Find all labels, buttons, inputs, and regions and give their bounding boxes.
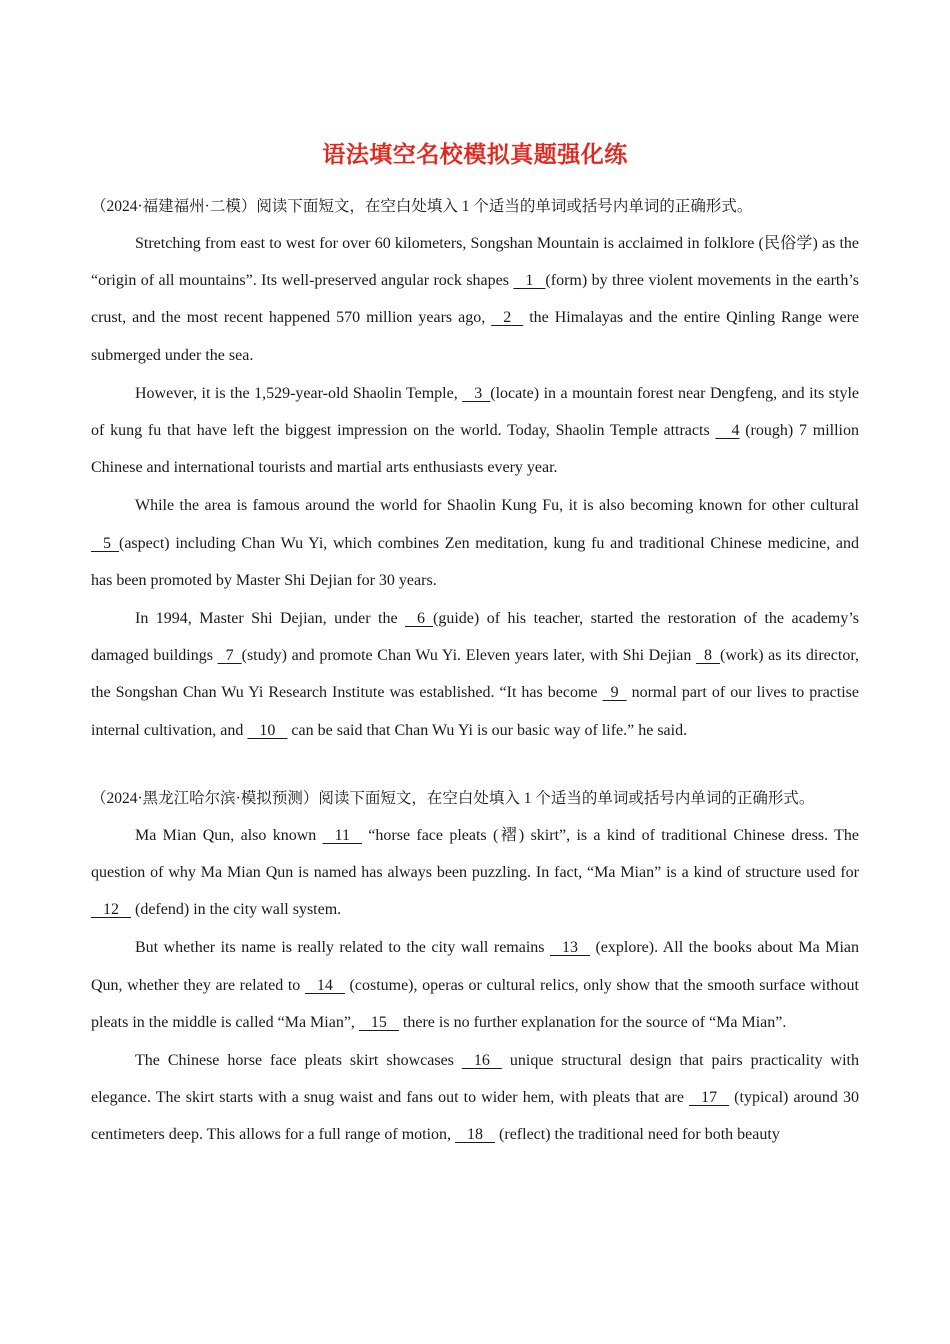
blank-8[interactable]: 8 <box>703 647 712 665</box>
blank-14[interactable]: 14 <box>316 976 333 994</box>
blank-13[interactable]: 13 <box>562 939 578 957</box>
section-1-paragraph-4: In 1994, Master Shi Dejian, under the 6 (guide) of his teacher, started the restoration of the academy’s damaged buildings 7 (study) and promote Chan Wu Yi. Eleven years later, with Shi Dejian 8 (work) as its director, the Songshan Chan Wu Yi Research Institute was established. “It has become 9 normal part of our lives to practise internal cultivation, and 10 can be said that Chan Wu Yi is our basic way of life.” he said. <box>91 600 859 749</box>
blank-12[interactable]: 12 <box>103 901 119 919</box>
exercise-section-1 <box>91 188 859 749</box>
blank-10[interactable]: 10 <box>259 721 276 739</box>
blank-2[interactable]: 2 <box>503 309 512 327</box>
section-1-paragraph-1: Stretching from east to west for over 60 kilometers, Songshan Mountain is acclaimed in folklore (民俗学) as the “origin of all mountains”. Its well-preserved angular rock shapes 1 (form) by three violent movements in the earth’s crust, and the most recent happened 570 million years ago, 2 the Himalayas and the entire Qinling Range were submerged under the sea. <box>91 235 860 364</box>
blank-4[interactable]: 4 <box>731 422 740 440</box>
section-1-paragraph-2: However, it is the 1,529-year-old Shaolin Temple, 3 (locate) in a mountain forest near Dengfeng, and its style of kung fu that have left the biggest impression on the world. Today, Shaolin Temple attracts 4 (rough) 7 million Chinese and international tourists and martial arts enthusiasts every year. <box>91 375 859 487</box>
blank-6[interactable]: 6 <box>417 610 426 628</box>
document-body <box>91 188 859 1155</box>
blank-9[interactable]: 9 <box>610 684 619 702</box>
blank-5[interactable]: 5 <box>103 534 111 552</box>
blank-16[interactable]: 16 <box>473 1052 490 1070</box>
section-2-instruction: （2024·黑龙江哈尔滨·模拟预测）阅读下面短文，在空白处填入 1 个适当的单词或括号内单词的正确形式。 <box>91 789 815 807</box>
section-1-instruction: （2024·福建福州·二模）阅读下面短文，在空白处填入 1 个适当的单词或括号内单词的正确形式。 <box>91 198 753 215</box>
page-title: 语法填空名校模拟真题强化练 <box>322 142 628 168</box>
section-2-paragraph-3: The Chinese horse face pleats skirt showcases 16 unique structural design that pairs practicality with elegance. The skirt starts with a snug waist and fans out to wider hem, with pleats that are 17 (typical) around 30 centimeters deep. This allows for a full range of motion, 18 (reflect) the traditional need for both beauty <box>91 1042 859 1154</box>
section-2-paragraph-1: Ma Mian Qun, also known 11 “horse face pleats (褶) skirt”, is a kind of traditional Chinese dress. The question of why Ma Mian Qun is named has always been puzzling. In fact, “Ma Mian” is a kind of structure used for 12 (defend) in the city wall system. <box>91 817 859 929</box>
blank-17[interactable]: 17 <box>701 1089 718 1107</box>
blank-15[interactable]: 15 <box>370 1013 387 1031</box>
exercise-section-2 <box>91 780 859 1154</box>
section-1-paragraph-3: While the area is famous around the world for Shaolin Kung Fu, it is also becoming known for other cultural 5 (aspect) including Chan Wu Yi, which combines Zen meditation, kung fu and traditional Chinese medicine, and has been promoted by Master Shi Dejian for 30 years. <box>91 497 859 589</box>
blank-18[interactable]: 18 <box>467 1126 484 1144</box>
blank-7[interactable]: 7 <box>225 647 234 665</box>
section-2-paragraph-2: But whether its name is really related to the city wall remains 13 (explore). All the books about Ma Mian Qun, whether they are related to 14 (costume), operas or cultural relics, only show that the smooth surface without pleats in the middle is called “Ma Mian”, 15 there is no further explanation for the source of “Ma Mian”. <box>91 929 859 1041</box>
blank-11[interactable]: 11 <box>334 826 350 844</box>
blank-1[interactable]: 1 <box>525 272 534 290</box>
section-gap <box>91 750 859 780</box>
blank-3[interactable]: 3 <box>474 384 483 402</box>
